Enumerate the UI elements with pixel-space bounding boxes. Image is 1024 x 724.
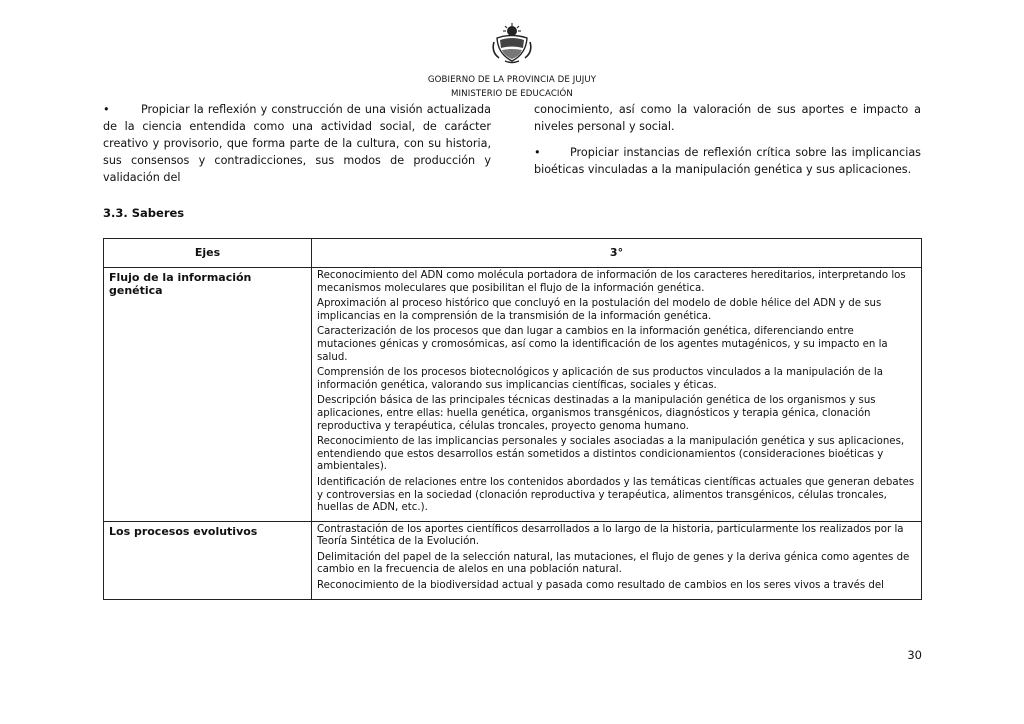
saber-item: Aproximación al proceso histórico que concluyó en la postulación del modelo de doble hélice del ADN y de sus implicancias en la comprensión de la transmisión de la información genética.: [317, 298, 882, 322]
saber-item: Contrastación de los aportes científicos desarrollados a lo largo de la historia, particularmente los realizados por la Teoría Sintética de la Evolución.: [317, 523, 904, 548]
saber-item: Comprensión de los procesos biotecnológicos y aplicación de sus productos vinculados a la manipulación de la información genética, valorando sus implicancias científicas, sociales y éticas.: [317, 367, 883, 391]
eje-cell: Flujo de la información genética: [104, 268, 312, 522]
bullet: •: [103, 103, 110, 116]
intro-right-column: [534, 101, 921, 187]
intro-left-text: Propiciar la reflexión y construcción de una visión actualizada de la ciencia entendida como una actividad social, de carácter creativo y provisorio, que forma parte de la cultura, con su historia, sus consensos y contradicciones, sus modos de producción y validación del: [103, 103, 491, 184]
eje-cell: Los procesos evolutivos: [104, 521, 312, 599]
intro-left-paragraph: [103, 101, 491, 186]
saber-item: Caracterización de los procesos que dan lugar a cambios en la información genética, diferenciando entre mutaciones génicas y cromosómicas, así como la identificación de los agentes mutagénicos, y su impacto en la salud.: [317, 326, 888, 363]
saber-item: Reconocimiento de las implicancias personales y sociales asociadas a la manipulación genética y sus aplicaciones, entendiendo que estos desarrollos están sometidos a distintos condicionamientos (consideraciones bioéticas y ambientales).: [317, 436, 905, 473]
saber-item: Reconocimiento del ADN como molécula portadora de información de los caracteres hereditarios, interpretando los mecanismos moleculares que posibilitan el flujo de la información genética.: [317, 270, 906, 294]
table-row: [104, 521, 922, 599]
saber-item: Identificación de relaciones entre los contenidos abordados y las temáticas científicas actuales que generan debates y controversias en la sociedad (clonación reproductiva y terapéutica, alimentos transgénicos, células troncales, huellas de ADN, etc.).: [317, 476, 915, 514]
intro-right-paragraph: [534, 144, 921, 178]
saber-item: Reconocimiento de la biodiversidad actual y pasada como resultado de cambios en los seres vivos a través del: [317, 580, 884, 592]
intro-left-column: [103, 101, 491, 195]
ministry-name: MINISTERIO DE EDUCACIÓN: [451, 89, 573, 99]
coat-of-arms-icon: [491, 22, 533, 64]
section-title: 3.3. Saberes: [103, 206, 185, 220]
saberes-table: [103, 238, 922, 600]
bullet: •: [534, 146, 541, 159]
intro-right-text: Propiciar instancias de reflexión crítica sobre las implicancias bioéticas vinculadas a la manipulación genética y sus aplicaciones.: [534, 146, 921, 176]
intro-right-continuation: conocimiento, así como la valoración de sus aportes e impacto a niveles personal y social.: [534, 103, 921, 133]
page-number: 30: [907, 648, 922, 662]
header-ejes: Ejes: [104, 239, 312, 268]
saberes-cell: [312, 268, 922, 522]
saberes-cell: [312, 521, 922, 599]
header-grade: 3°: [312, 239, 922, 268]
saber-item: Delimitación del papel de la selección natural, las mutaciones, el flujo de genes y la deriva génica como agentes de cambio en la frecuencia de alelos en una población natural.: [317, 551, 910, 576]
table-header-row: [104, 239, 922, 268]
table-row: [104, 268, 922, 522]
saber-item: Descripción básica de las principales técnicas destinadas a la manipulación genética de los organismos y sus aplicaciones, entre ellas: huella genética, organismos transgénicos, diagnósticos y terapia génica, clonación reproductiva y terapéutica, células troncales, proyecto genoma humano.: [317, 395, 876, 432]
government-name: GOBIERNO DE LA PROVINCIA DE JUJUY: [427, 75, 597, 85]
